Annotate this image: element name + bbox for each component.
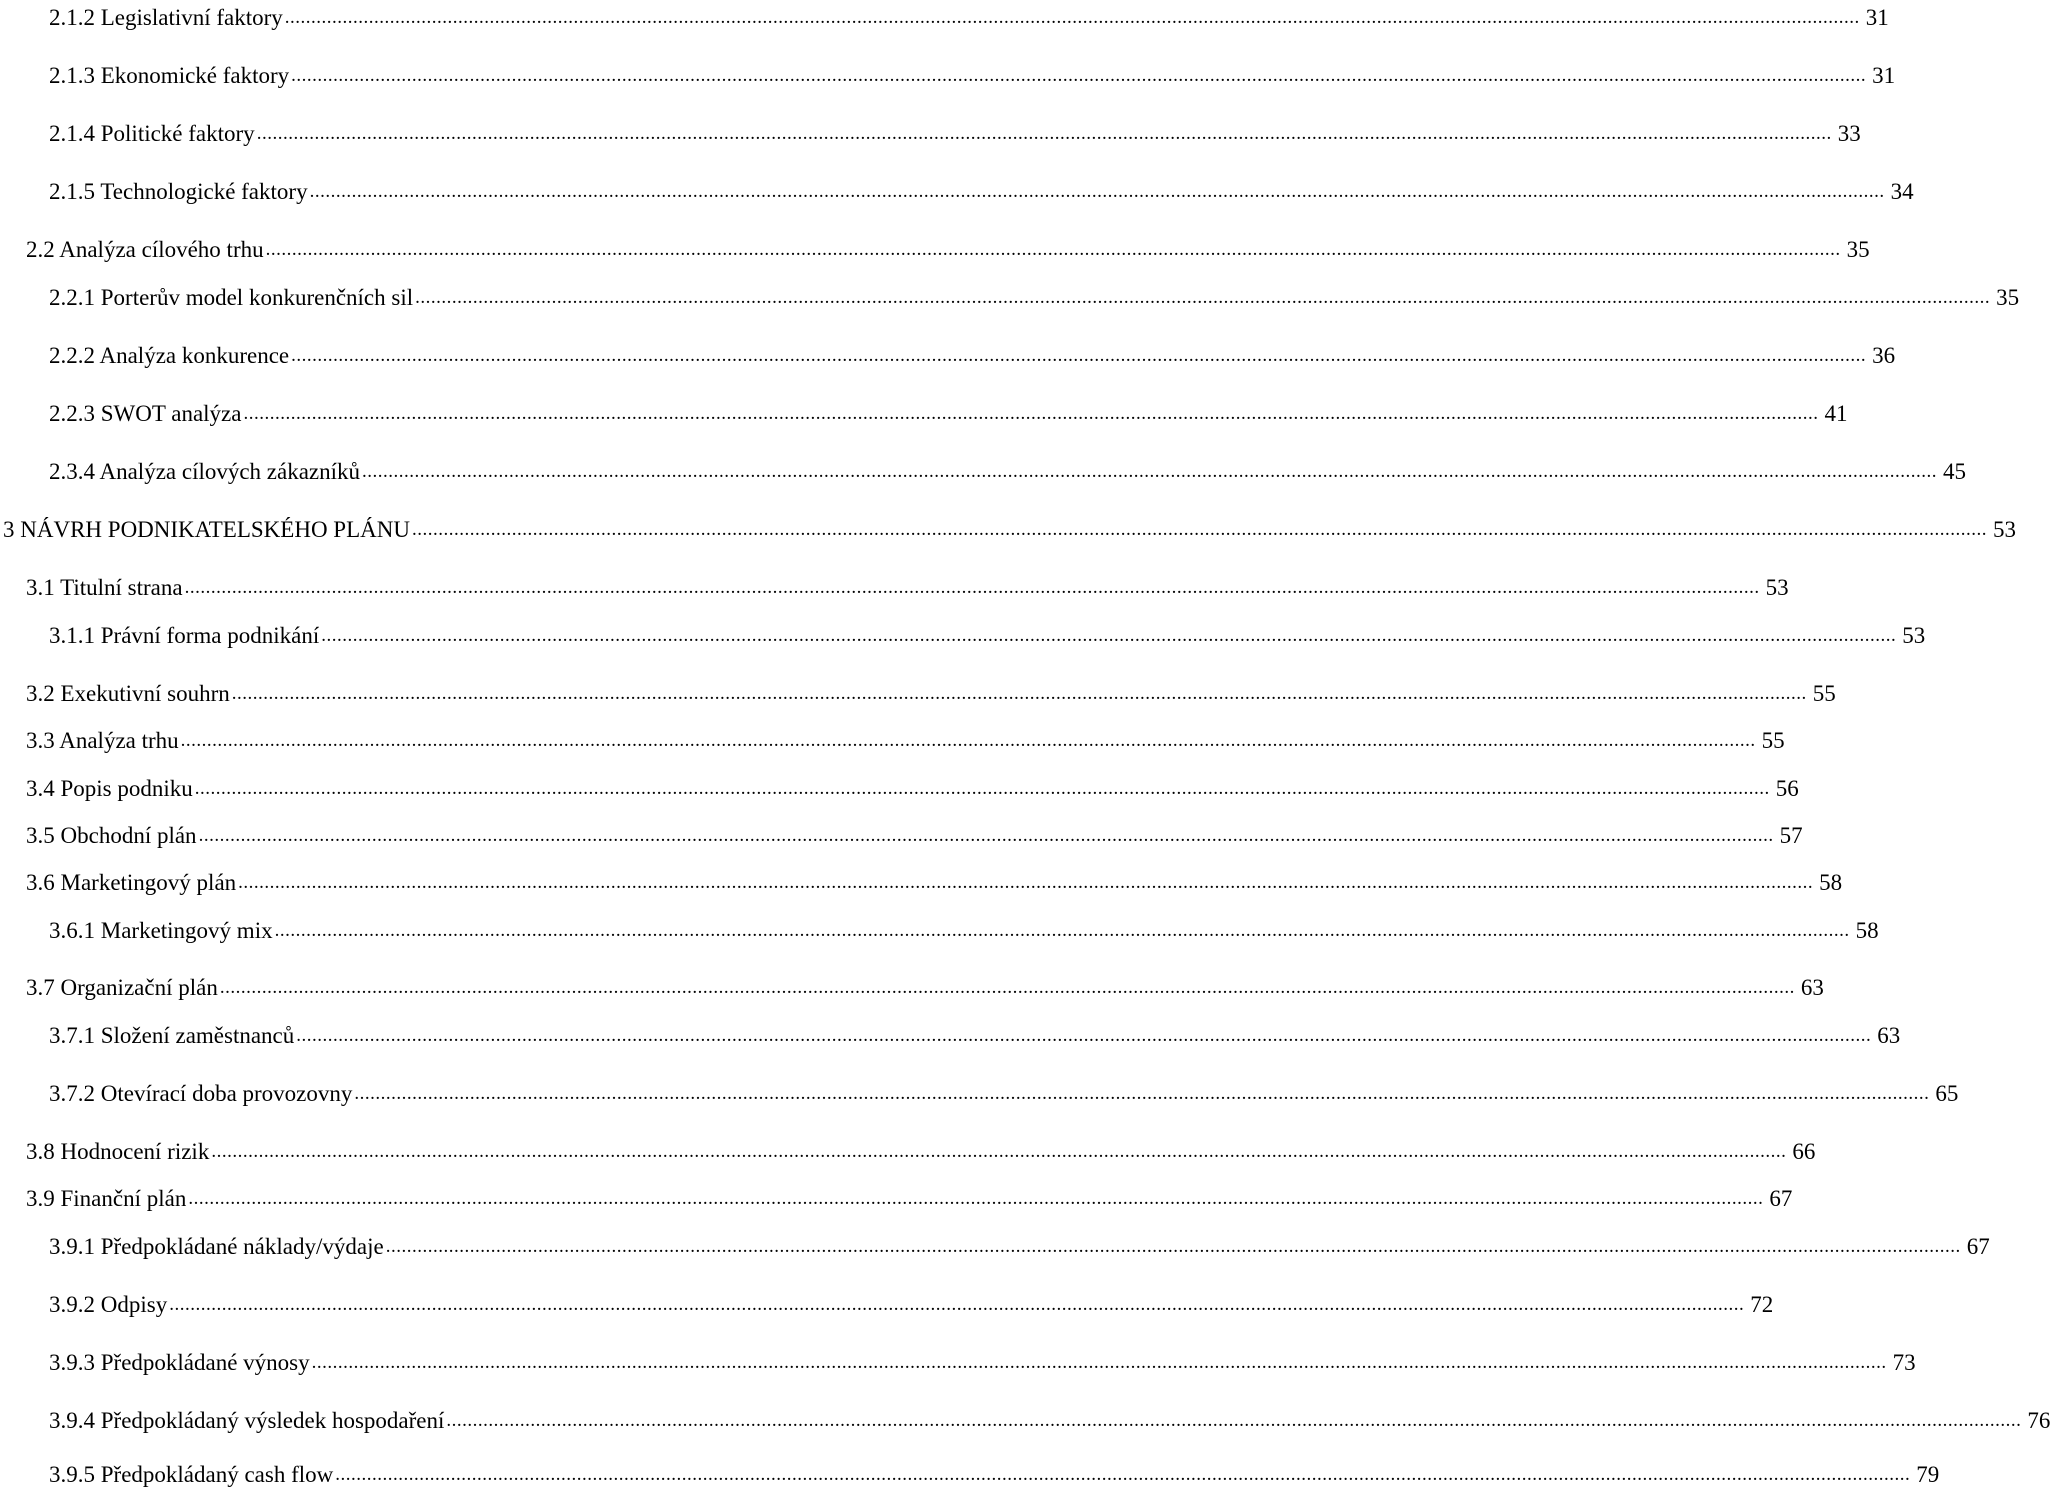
toc-entry-title: Organizační plán: [60, 975, 218, 1000]
toc-entry-title: Titulní strana: [60, 575, 183, 600]
toc-entry-number: 2.1.3: [49, 63, 95, 88]
dot-leader: ............................................................................................................................................................................................................................................................................................................: [238, 872, 1814, 893]
toc-entry-number: 3.9.3: [49, 1350, 95, 1375]
toc-entry-2-2-2[interactable]: [49, 338, 1896, 370]
toc-entry-3-9-5[interactable]: [49, 1457, 1940, 1489]
toc-entry-page: 65: [1935, 1081, 1959, 1106]
toc-entry-title: Analýza konkurence: [99, 343, 290, 368]
toc-entry-title: Odpisy: [100, 1292, 168, 1317]
toc-entry-number: 3.5: [26, 823, 55, 848]
toc-entry-3-6[interactable]: [26, 865, 1843, 897]
toc-entry-title: Otevírací doba provozovny: [100, 1081, 353, 1106]
toc-entry-page: 56: [1775, 776, 1799, 801]
toc-entry-page: 72: [1750, 1292, 1774, 1317]
dot-leader: ............................................................................................................................................................................................................................................................................................................: [296, 1025, 1872, 1046]
toc-entry-number: 3.4: [26, 776, 55, 801]
toc-entry-number: 3.9.4: [49, 1408, 95, 1433]
dot-leader: ............................................................................................................................................................................................................................................................................................................: [211, 1141, 1787, 1162]
toc-entry-number: 3.9.1: [49, 1234, 95, 1259]
toc-entry-number: 2.2.3: [49, 401, 95, 426]
toc-entry-page: 35: [1846, 237, 1870, 262]
dot-leader: ............................................................................................................................................................................................................................................................................................................: [265, 239, 1841, 260]
toc-entry-number: 3.6.1: [49, 918, 95, 943]
toc-entry-number: 3.9.2: [49, 1292, 95, 1317]
toc-entry-page: 31: [1865, 5, 1889, 30]
toc-entry-page: 53: [1902, 623, 1926, 648]
toc-entry-title: Právní forma podnikání: [100, 623, 320, 648]
toc-entry-number: 3.1.1: [49, 623, 95, 648]
dot-leader: ............................................................................................................................................................................................................................................................................................................: [321, 625, 1897, 646]
toc-entry-3-8[interactable]: [26, 1134, 1816, 1166]
dot-leader: ............................................................................................................................................................................................................................................................................................................: [188, 1188, 1764, 1209]
dot-leader: ............................................................................................................................................................................................................................................................................................................: [184, 577, 1760, 598]
toc-entry-3-9-1[interactable]: [49, 1229, 1990, 1261]
toc-entry-number: 2.2.2: [49, 343, 95, 368]
toc-entry-number: 3.9: [26, 1186, 55, 1211]
dot-leader: ............................................................................................................................................................................................................................................................................................................: [362, 461, 1938, 482]
toc-entry-page: 66: [1792, 1139, 1816, 1164]
toc-entry-title: SWOT analýza: [100, 401, 242, 426]
toc-entry-title: Technologické faktory: [100, 179, 308, 204]
toc-entry-title: Analýza cílových zákazníků: [99, 459, 361, 484]
toc-entry-number: 3.2: [26, 681, 55, 706]
toc-entry-title: Analýza trhu: [59, 728, 179, 753]
toc-entry-title: Hodnocení rizik: [60, 1139, 210, 1164]
toc-entry-3-2[interactable]: [26, 676, 1836, 708]
toc-entry-title: Předpokládaný výsledek hospodaření: [100, 1408, 445, 1433]
toc-entry-2-1-5[interactable]: [49, 174, 1914, 206]
toc-entry-page: 53: [1992, 517, 2016, 542]
dot-leader: ............................................................................................................................................................................................................................................................................................................: [291, 345, 1867, 366]
dot-leader: ............................................................................................................................................................................................................................................................................................................: [256, 123, 1832, 144]
dot-leader: ............................................................................................................................................................................................................................................................................................................: [243, 403, 1819, 424]
toc-entry-3[interactable]: [3, 512, 2016, 544]
toc-entry-2-2-1[interactable]: [49, 280, 2020, 312]
dot-leader: ............................................................................................................................................................................................................................................................................................................: [198, 825, 1774, 846]
toc-entry-page: 63: [1800, 975, 1824, 1000]
toc-entry-page: 58: [1855, 918, 1879, 943]
toc-entry-title: NÁVRH PODNIKATELSKÉHO PLÁNU: [20, 517, 410, 542]
toc-entry-page: 55: [1812, 681, 1836, 706]
toc-entry-page: 76: [2027, 1408, 2051, 1433]
toc-entry-title: Politické faktory: [100, 121, 255, 146]
toc-entry-title: Složení zaměstnanců: [100, 1023, 295, 1048]
toc-entry-title: Ekonomické faktory: [100, 63, 290, 88]
toc-entry-3-7[interactable]: [26, 970, 1824, 1002]
toc-entry-3-5[interactable]: [26, 818, 1803, 850]
toc-entry-page: 55: [1761, 728, 1785, 753]
toc-entry-number: 2.2.1: [49, 285, 95, 310]
toc-entry-page: 67: [1769, 1186, 1793, 1211]
toc-entry-2-2[interactable]: [26, 232, 1870, 264]
toc-entry-number: 3.7.2: [49, 1081, 95, 1106]
toc-entry-title: Exekutivní souhrn: [60, 681, 230, 706]
toc-entry-page: 36: [1872, 343, 1896, 368]
dot-leader: ............................................................................................................................................................................................................................................................................................................: [446, 1410, 2022, 1431]
toc-entry-3-9-2[interactable]: [49, 1287, 1774, 1319]
toc-entry-number: 2.1.5: [49, 179, 95, 204]
toc-entry-2-3-4[interactable]: [49, 454, 1967, 486]
toc-entry-title: Analýza cílového trhu: [59, 237, 264, 262]
toc-entry-3-1[interactable]: [26, 570, 1789, 602]
toc-entry-number: 3.9.5: [49, 1462, 95, 1487]
toc-entry-2-1-3[interactable]: [49, 58, 1896, 90]
dot-leader: ............................................................................................................................................................................................................................................................................................................: [354, 1083, 1930, 1104]
toc-entry-2-1-4[interactable]: [49, 116, 1861, 148]
toc-entry-number: 2.1.2: [49, 5, 95, 30]
toc-entry-page: 67: [1966, 1234, 1990, 1259]
toc-entry-number: 3.7: [26, 975, 55, 1000]
dot-leader: ............................................................................................................................................................................................................................................................................................................: [411, 519, 1987, 540]
dot-leader: ............................................................................................................................................................................................................................................................................................................: [274, 920, 1850, 941]
toc-entry-3-9-3[interactable]: [49, 1345, 1916, 1377]
toc-entry-page: 41: [1824, 401, 1848, 426]
dot-leader: ............................................................................................................................................................................................................................................................................................................: [309, 181, 1885, 202]
toc-entry-page: 33: [1837, 121, 1861, 146]
dot-leader: ............................................................................................................................................................................................................................................................................................................: [219, 977, 1795, 998]
toc-entry-title: Marketingový plán: [60, 870, 237, 895]
toc-entry-title: Finanční plán: [60, 1186, 187, 1211]
toc-entry-2-1-2[interactable]: [49, 0, 1889, 32]
toc-entry-number: 2.2: [26, 237, 55, 262]
toc-entry-page: 34: [1890, 179, 1914, 204]
toc-entry-page: 35: [1996, 285, 2020, 310]
toc-entry-title: Obchodní plán: [60, 823, 197, 848]
toc-entry-page: 58: [1819, 870, 1843, 895]
dot-leader: ............................................................................................................................................................................................................................................................................................................: [335, 1464, 1911, 1485]
toc-entry-title: Legislativní faktory: [100, 5, 283, 30]
dot-leader: ............................................................................................................................................................................................................................................................................................................: [311, 1352, 1887, 1373]
toc-entry-number: 3.6: [26, 870, 55, 895]
toc-entry-page: 45: [1943, 459, 1967, 484]
toc-entry-number: 3.3: [26, 728, 55, 753]
toc-entry-number: 2.3.4: [49, 459, 95, 484]
toc-entry-3-6-1[interactable]: [49, 913, 1879, 945]
toc-entry-number: 3.8: [26, 1139, 55, 1164]
dot-leader: ............................................................................................................................................................................................................................................................................................................: [284, 7, 1860, 28]
toc-entry-3-9[interactable]: [26, 1181, 1793, 1213]
toc-entry-page: 31: [1872, 63, 1896, 88]
toc-entry-page: 63: [1877, 1023, 1901, 1048]
dot-leader: ............................................................................................................................................................................................................................................................................................................: [385, 1236, 1961, 1257]
toc-entry-3-4[interactable]: [26, 771, 1799, 803]
dot-leader: ............................................................................................................................................................................................................................................................................................................: [169, 1294, 1745, 1315]
toc-entry-number: 3: [3, 517, 15, 542]
toc-entry-title: Předpokládané náklady/výdaje: [100, 1234, 384, 1259]
dot-leader: ............................................................................................................................................................................................................................................................................................................: [231, 683, 1807, 704]
toc-entry-3-1-1[interactable]: [49, 618, 1926, 650]
dot-leader: ............................................................................................................................................................................................................................................................................................................: [180, 730, 1756, 751]
toc-entry-title: Porterův model konkurenčních sil: [100, 285, 414, 310]
toc-entry-3-7-2[interactable]: [49, 1076, 1959, 1108]
toc-entry-title: Popis podniku: [60, 776, 193, 801]
toc-entry-title: Marketingový mix: [100, 918, 273, 943]
dot-leader: ............................................................................................................................................................................................................................................................................................................: [291, 65, 1867, 86]
toc-entry-title: Předpokládané výnosy: [100, 1350, 310, 1375]
dot-leader: ............................................................................................................................................................................................................................................................................................................: [194, 778, 1770, 799]
toc-entry-number: 2.1.4: [49, 121, 95, 146]
toc-entry-number: 3.7.1: [49, 1023, 95, 1048]
toc-entry-3-7-1[interactable]: [49, 1018, 1901, 1050]
dot-leader: ............................................................................................................................................................................................................................................................................................................: [415, 287, 1991, 308]
toc-entry-3-3[interactable]: [26, 723, 1785, 755]
toc-entry-title: Předpokládaný cash flow: [100, 1462, 334, 1487]
toc-entry-page: 53: [1765, 575, 1789, 600]
toc-entry-page: 57: [1779, 823, 1803, 848]
toc-entry-page: 79: [1916, 1462, 1940, 1487]
toc-entry-2-2-3[interactable]: [49, 396, 1848, 428]
toc-entry-3-9-4[interactable]: [49, 1403, 2051, 1435]
toc-entry-page: 73: [1892, 1350, 1916, 1375]
toc-entry-number: 3.1: [26, 575, 55, 600]
